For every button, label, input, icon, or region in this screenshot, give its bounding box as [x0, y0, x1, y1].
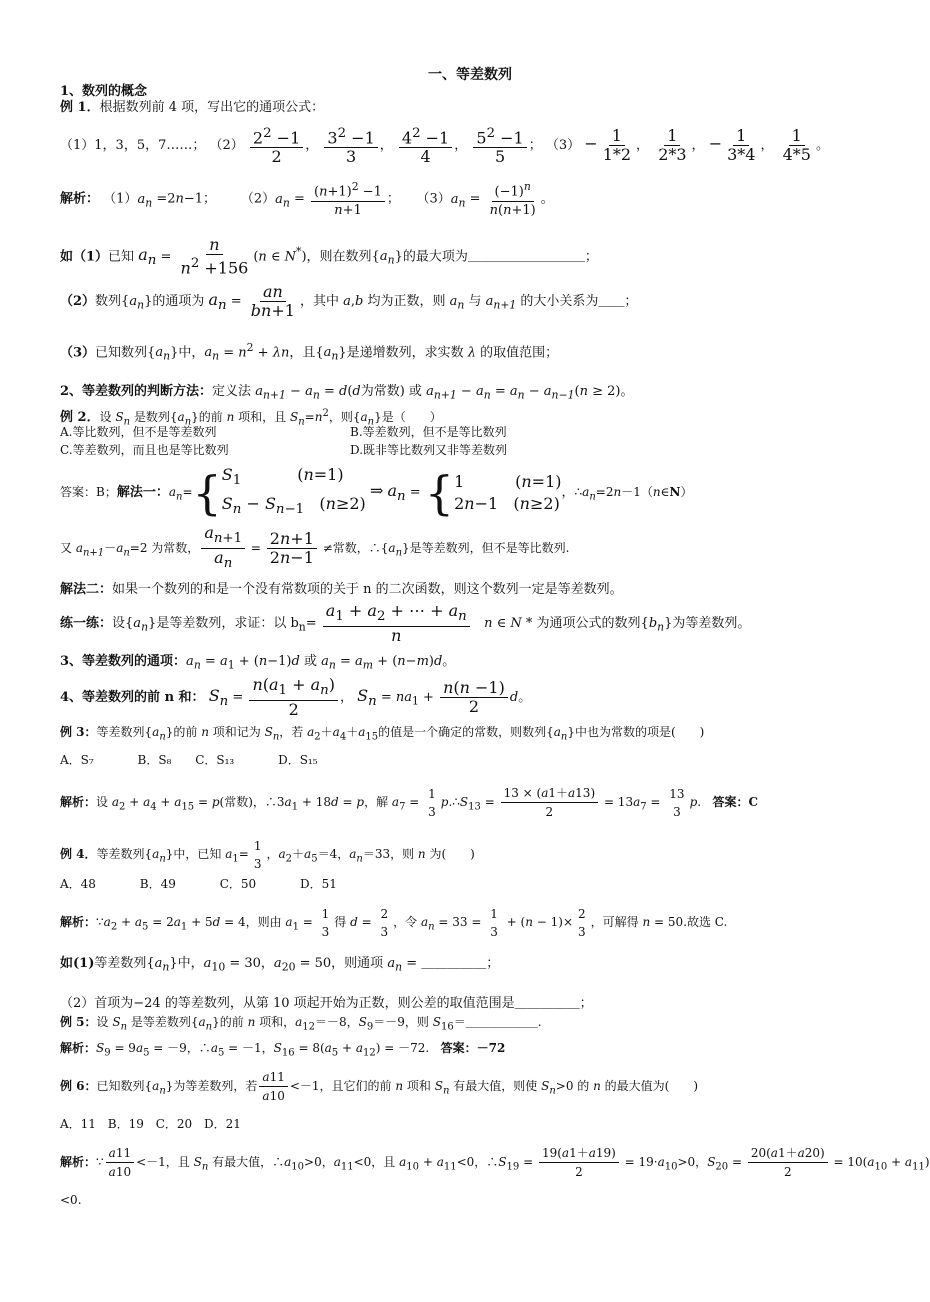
- question-2-2: （2）首项为−24 的等差数列，从第 10 项起开始为正数，则公差的取值范围是＿＿＿＿＿；: [60, 996, 593, 1011]
- question-1-2: （2）数列$\{a_n\}$的通项为 $a_n$ = $\frac{an}{bn+1}$ ，其中 a,b 均为正数，则 $a_n$ 与 $a_{n+1}$ 的大小关系为＿＿；: [60, 282, 638, 320]
- example-2-option-b: B.等差数列，但不是等比数列: [350, 425, 507, 439]
- answer-2-text-2: 又 $a_{n+1}-a_n=2$ 为常数， $\frac{a_{n+1}}{a_n}$ = $\frac{2n+1}{2n-1}$ ≠常数，$\therefore\{a_n\}$是等差数列，但不是等比数列.: [60, 523, 570, 572]
- example-2-option-a: A.等比数列，但不是等差数列: [60, 425, 217, 439]
- solution-3-frac-1: 1 3: [428, 786, 436, 819]
- solution-6-label: 解析：: [60, 1155, 97, 1169]
- example-4-option-d: D．51: [299, 877, 337, 891]
- section-1-heading: 1、数列的概念: [60, 84, 148, 99]
- solution-6-frac-3: $\frac{20(a1+a20)}{2}$: [748, 1144, 828, 1181]
- example-2-label: 例 2．: [60, 410, 100, 425]
- section-2: 2、等差数列的判断方法：定义法 $a_{n+1} - a_n = d(d$为常数) 或 $a_{n+1} - a_n = a_n - a_{n-1}(n \ge 2)$。: [60, 384, 634, 402]
- answer-2-method-2-label: 解法二：: [60, 582, 113, 597]
- answer-2-ratio-value: $\frac{2n+1}{2n-1}$: [267, 530, 317, 567]
- section-2-label: 2、等差数列的判断方法：: [60, 384, 213, 399]
- solution-6-frac-2: $\frac{19(a1+a19)}{2}$: [539, 1144, 619, 1181]
- answer-2-method-1-label: 解法一：: [116, 485, 169, 500]
- example-1-label: 例 1．: [60, 100, 100, 115]
- answer-2-method-1: 答案：B；解法一：$a_n=${ $S_1$ (n=1) $S_n - S_{n-1}$ (n≥2) ⇒ $a_n$ = { 1 (n=1) 2n−1 (n≥2) ，$\therefore a_n=2n-1(n\in N)$: [60, 465, 693, 520]
- answer-2-method-2-text: 如果一个数列的和是一个没有常数项的关于 n 的二次函数，则这个数列一定是等差数列。: [112, 582, 623, 597]
- page-title: 一、等差数列: [428, 67, 512, 83]
- example-4-option-b: B．49: [139, 877, 176, 891]
- solution-1-frac-b: $\frac{(n+1)^2 -1}{n+1}$: [311, 178, 385, 220]
- example-2-option-d: D.既非等比数列又非等差数列: [350, 443, 508, 457]
- frac-3-1: $\frac{1}{1*2}$: [602, 126, 632, 164]
- example-2-option-c: C.等差数列，而且也是等比数列: [60, 443, 229, 457]
- practice-label: 练一练：: [60, 616, 113, 632]
- question-1-1: 如（1）已知 $a_n$ = $\frac{n}{n^2 +156}$ (n ∈ N*)，则在数列$\{a_n\}$的最大项为＿＿＿＿＿＿＿＿＿；: [60, 235, 598, 278]
- practice-frac: $\frac{a_1 + a_2 + \cdots + a_n}{n}$: [323, 602, 470, 645]
- solution-4-frac-4: 2 3: [578, 906, 586, 939]
- example-4-frac: 1 3: [253, 838, 262, 871]
- frac-2-2: $\frac{3^2 -1}{3}$: [324, 125, 377, 166]
- solution-6-tail: <0.: [60, 1193, 82, 1207]
- answer-2-label: 答案：B；: [60, 485, 117, 499]
- section-4: 4、等差数列的前 n 和： $S_n$ = $\frac{n(a_1 + a_n)}{2}$ ， $S_n = na_1$ + $\frac{n(n -1)}{2}$ d。: [60, 674, 532, 720]
- solution-5: 解析：$S_9 = 9a_5 = -9$，$\therefore a_5 = -1$，$S_{16} = 8(a_5 + a_{12}) = -72$. 答案：－72: [60, 1041, 506, 1059]
- answer-2-ratio: $\frac{a_{n+1}}{a_n}$: [201, 524, 245, 573]
- solution-3-label: 解析：: [60, 795, 97, 809]
- example-3-option-b: B．S₈: [137, 753, 172, 767]
- question-1-label: 如（1）: [60, 249, 109, 265]
- example-2: 例 2．设 $S_n$ 是数列$\{a_n\}$的前 n 项和，且 $S_n=n^2$，则$\{a_n\}$是（ ）: [60, 408, 442, 428]
- example-1-text: 根据数列前 4 项，写出它的通项公式：: [99, 100, 325, 115]
- solution-1-label: 解析：: [60, 191, 100, 207]
- question-1-2-frac: $\frac{an}{bn+1}$: [250, 282, 295, 320]
- section-4-label: 4、等差数列的前 n 和：: [60, 690, 205, 705]
- solution-3-answer: 答案：C: [712, 795, 759, 809]
- example-6-label: 例 6：: [60, 1079, 97, 1093]
- section-3-label: 3、等差数列的通项：: [60, 654, 187, 669]
- example-3-options: [60, 752, 318, 768]
- solution-3: 解析：设 $a_2 + a_4 + a_{15} = p$(常数)，$\therefore 3a_1 + 18d = p$，解 $a_7$ = 1 3 $p.\therefore S_{13}$ = $\frac{13 \times (a1+a13)}{2}$ = $13a_7$ = 13 3 p. 答案：C: [60, 786, 759, 819]
- example-3: 例 3：等差数列$\{a_n\}$的前 n 项和记为 $S_n$，若 $a_2+a_4+a_{15}$的值是一个确定的常数，则数列$\{a_n\}$中也为常数的项是( ): [60, 725, 705, 743]
- example-3-label: 例 3：: [60, 725, 97, 739]
- solution-6: 解析：∵ $\frac{a11}{a10}$ <－1，且 $S_n$ 有最大值，$\therefore a_{10}>0$，$a_{11}<0$，且 $a_{10} + a_{11}<0$，$\therefore S_{19}$ = $\frac{19(a1+a19)}{2}$ = $19\cdot a_{10}>0$，$S_{20}$ = $\frac{20(a1+a20)}{2}$ = $10(a_{10} + a_{11})$: [60, 1146, 930, 1179]
- example-6-option-c: C．20: [155, 1117, 193, 1131]
- solution-5-answer: 答案：－72: [440, 1041, 506, 1055]
- example-6: 例 6：已知数列$\{a_n\}$为等差数列，若 $\frac{a11}{a10}$ <－1，且它们的前 n 项和 $S_n$ 有最大值，则使 $S_n>0$ 的 n 的最大值为( ): [60, 1070, 699, 1103]
- solution-4: 解析：$\because a_2 + a_5 = 2a_1 + 5d = 4$，则由 $a_1$ = 1 3 得 d = 2 3 ，令 $a_n = 33$ = 1 3 + (n − 1)× 2 3 ，可解得 n = 50.故选 C.: [60, 906, 728, 939]
- example-1-prompt: [60, 100, 324, 116]
- example-4-option-c: C．50: [219, 877, 257, 891]
- frac-2-1: $\frac{2^2 -1}{2}$: [250, 125, 303, 166]
- solution-1: 解析： $(1)a_n =2n-1$； $(2)a_n$ = $\frac{(n+1)^2 -1}{n+1}$ ； $(3)a_n$ = $\frac{(-1)^n}{n(n+1)}$ 。: [60, 180, 554, 219]
- frac-3-3: $\frac{1}{3*4}$: [727, 126, 756, 164]
- example-4: 例 4．等差数列$\{a_n\}$中，已知 $a_1=$ 1 3 ，$a_2+a_5=4$，$a_n=33$，则 n 为( ): [60, 838, 475, 871]
- solution-4-frac-1: 1 3: [321, 906, 330, 939]
- solution-4-label: 解析：: [60, 915, 97, 929]
- solution-1-a: $(1)a_n =2n-1$；: [103, 191, 217, 210]
- example-4-options: [60, 876, 337, 892]
- example-1-part1: （1）1，3，5，7……；: [60, 138, 206, 153]
- example-6-frac: $\frac{a11}{a10}$: [259, 1068, 287, 1105]
- solution-4-frac-2: 2 3: [380, 906, 389, 939]
- solution-6-frac-1: $\frac{a11}{a10}$: [106, 1144, 134, 1181]
- section-4-frac-2: $\frac{n(n -1)}{2}$: [440, 679, 508, 716]
- question-1-3: （3）已知数列$\{a_n\}$中，$a_n = n^2 + \lambda n$，且$\{a_n\}$是递增数列，求实数 λ 的取值范围；: [60, 341, 559, 363]
- solution-5-label: 解析：: [60, 1041, 97, 1055]
- frac-3-4: $\frac{1}{4*5}$: [782, 126, 811, 164]
- example-1-part2-label: （2）: [209, 138, 244, 153]
- example-6-option-a: A．11: [60, 1117, 96, 1131]
- question-1-frac: $\frac{n}{n^2 +156}$: [180, 235, 249, 278]
- answer-2-method-2: [60, 582, 623, 598]
- example-4-option-a: A．48: [60, 877, 96, 891]
- example-3-option-c: C．S₁₃: [195, 753, 235, 767]
- section-3: 3、等差数列的通项：$a_n = a_1 + (n-1)d$ 或 $a_n = a_m + (n-m)d$。: [60, 654, 456, 672]
- practice: 练一练：设$\{a_n\}$是等差数列，求证：以 $b_n=$ $\frac{a_1 + a_2 + \cdots + a_n}{n}$ n ∈ N * 为通项公式的数列$\{b_n\}$为等差数列。: [60, 601, 751, 646]
- example-4-label: 例 4．: [60, 847, 97, 861]
- solution-4-frac-3: 1 3: [490, 906, 498, 939]
- example-3-option-a: A．S₇: [60, 753, 94, 767]
- example-6-option-d: D．21: [203, 1117, 241, 1131]
- example-6-option-b: B．19: [107, 1117, 144, 1131]
- question-2-1: 如(1)等差数列$\{a_n\}$中，$a_{10} = 30$，$a_{20} = 50$，则通项 $a_n$ = ＿＿＿＿＿；: [60, 956, 500, 974]
- frac-2-3: $\frac{4^2 -1}{4}$: [399, 125, 452, 166]
- question-2-label: 如(1): [60, 956, 95, 971]
- solution-3-frac-2: $\frac{13 \times (a1+a13)}{2}$: [501, 784, 599, 821]
- solution-1-frac-c: $\frac{(-1)^n}{n(n+1)}$: [489, 180, 536, 219]
- section-4-frac-1: $\frac{n(a_1 + a_n)}{2}$: [249, 676, 338, 719]
- example-5-label: 例 5：: [60, 1015, 97, 1029]
- frac-2-4: $\frac{5^2 -1}{5}$: [473, 125, 526, 166]
- example-6-options: [60, 1116, 241, 1132]
- example-1-part3-label: （3）: [545, 138, 581, 153]
- example-1-parts: （1）1，3，5，7……； （2） $\frac{2^2 -1}{2}$ ， $\frac{3^2 -1}{3}$ ， $\frac{4^2 -1}{4}$ ， $\frac{5^2 -1}{5}$ ； （3） − $\frac{1}{1*2}$ ， $\frac{1}{2*3}$ ， − $\frac{1}{3*4}$ ， $\frac{1}{4*5}$ 。: [60, 125, 829, 167]
- solution-3-frac-3: 13 3: [669, 786, 685, 819]
- example-5: 例 5：设 $S_n$ 是等差数列$\{a_n\}$的前 n 项和，$a_{12}=-8$，$S_9=-9$，则 $S_{16}=\_\_\_\_\_\_$.: [60, 1015, 542, 1033]
- frac-3-2: $\frac{1}{2*3}$: [658, 126, 687, 164]
- example-3-option-d: D．S₁₅: [278, 753, 318, 767]
